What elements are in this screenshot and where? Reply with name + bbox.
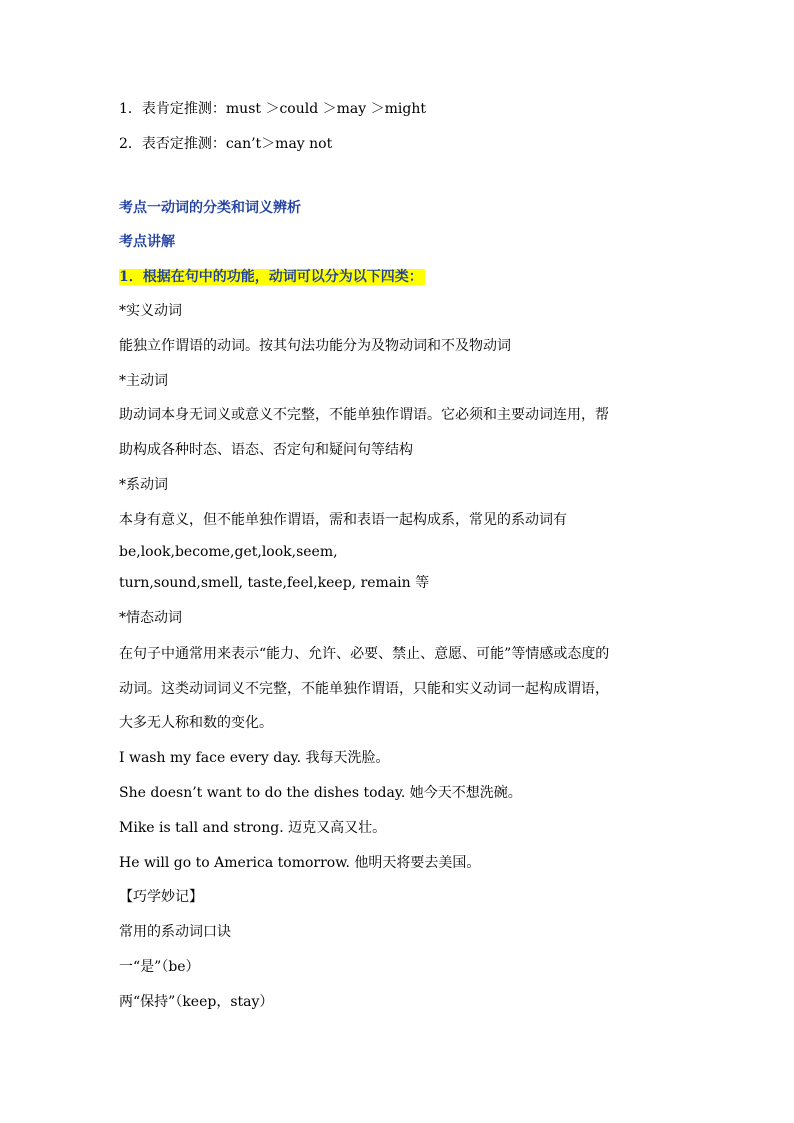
paragraph-line: 动词。这类动词词义不完整，不能单独作谓语，只能和实义动词一起构成谓语， [119,681,609,697]
example-sentence: I wash my face every day. 我每天洗脸。 [119,750,390,766]
paragraph-line: 能独立作谓语的动词。按其句法功能分为及物动词和不及物动词 [119,338,511,354]
negative-inference-line: 2．表否定推测：can’t＞may not [119,136,333,152]
paragraph-line: 助动词本身无词义或意义不完整，不能单独作谓语。它必须和主要动词连用，帮 [119,407,609,423]
highlight-text: 1．根据在句中的功能，动词可以分为以下四类： [119,269,423,285]
paragraph-line: 本身有意义，但不能单独作谓语，需和表语一起构成系，常见的系动词有 [119,512,567,528]
category-title-linking-verb: *系动词 [119,477,168,493]
linking-verb-list: turn,sound,smell, taste,feel,keep, remain 等 [119,575,430,591]
subsection-heading: 考点讲解 [119,234,175,250]
highlighted-point [119,266,425,288]
memory-tip-heading: 【巧学妙记】 [119,889,203,905]
example-sentence: Mike is tall and strong. 迈克又高又壮。 [119,820,387,836]
category-title-main-verb: *主动词 [119,373,168,389]
example-sentence: She doesn’t want to do the dishes today. 她今天不想洗碗。 [119,785,522,801]
paragraph-line: 助构成各种时态、语态、否定句和疑问句等结构 [119,442,413,458]
category-title-notional-verb: *实义动词 [119,303,182,319]
mnemonic-line: 一“是”（be） [119,959,200,975]
paragraph-line: 大多无人称和数的变化。 [119,715,273,731]
category-title-modal-verb: *情态动词 [119,610,182,626]
paragraph-line: 在句子中通常用来表示“能力、允许、必要、禁止、意愿、可能”等情感或态度的 [119,646,610,662]
mnemonic-title: 常用的系动词口诀 [119,924,231,940]
affirmative-inference-line: 1．表肯定推测：must ＞could ＞may ＞might [119,101,426,117]
mnemonic-line: 两“保持”（keep，stay） [119,994,274,1010]
example-sentence: He will go to America tomorrow. 他明天将要去美国。 [119,855,481,871]
section-heading: 考点一动词的分类和词义辨析 [119,200,301,216]
linking-verb-list: be,look,become,get,look,seem, [119,544,338,560]
